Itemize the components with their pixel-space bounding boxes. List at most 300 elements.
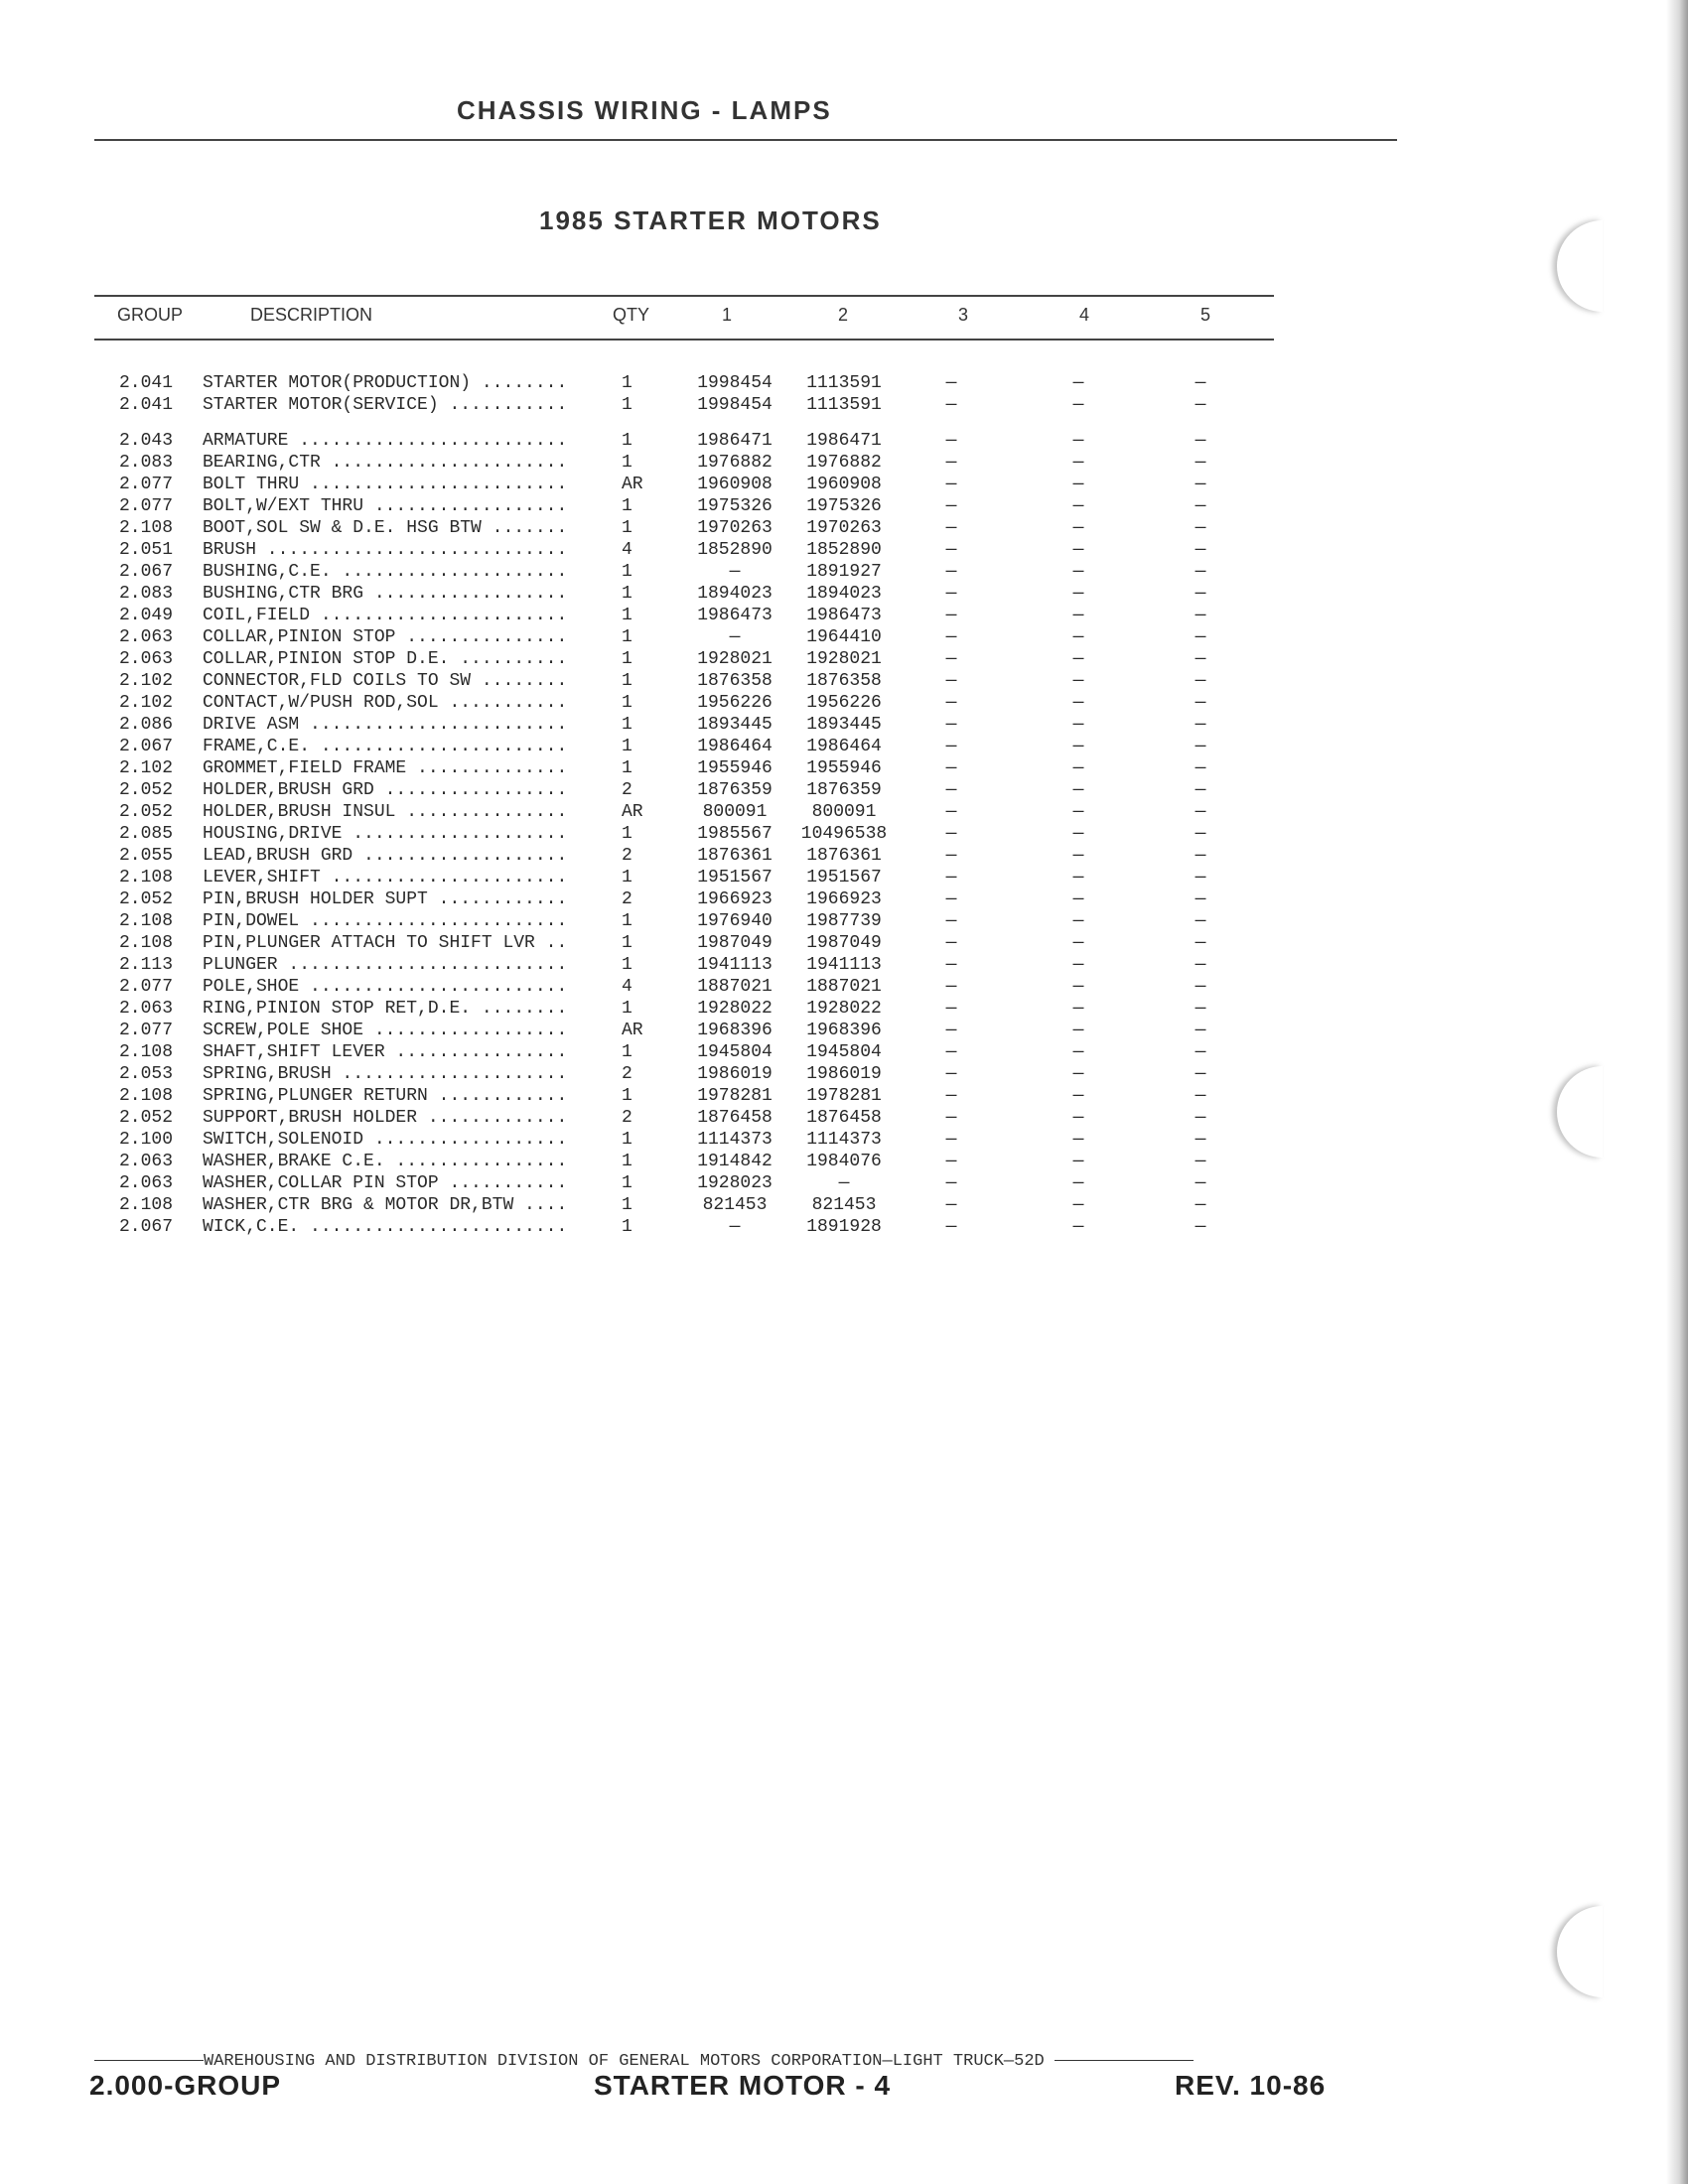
row-part-2: 1113591 <box>806 395 882 415</box>
footer-page: STARTER MOTOR - 4 <box>594 2070 892 2101</box>
row-part-1: 1975326 <box>697 496 773 516</box>
row-qty: 1 <box>622 824 633 844</box>
row-part-5: — <box>1195 373 1206 393</box>
binder-hole-middle <box>1557 1066 1603 1158</box>
table-header-rule <box>94 339 1274 341</box>
row-group: 2.083 <box>119 453 174 473</box>
row-description: PIN,PLUNGER ATTACH TO SHIFT LVR .. <box>203 933 568 953</box>
row-group: 2.086 <box>119 715 174 735</box>
row-part-4: — <box>1072 453 1084 473</box>
row-part-4: — <box>1072 715 1084 735</box>
binder-hole-top <box>1557 220 1603 312</box>
row-group: 2.108 <box>119 1195 174 1215</box>
table-row <box>0 1172 1291 1194</box>
row-part-3: — <box>945 671 957 691</box>
row-part-1: 1986019 <box>697 1064 773 1084</box>
row-description: LEAD,BRUSH GRD ................... <box>203 846 568 866</box>
table-row <box>0 714 1291 736</box>
row-group: 2.108 <box>119 1086 174 1106</box>
row-part-5: — <box>1195 911 1206 931</box>
row-description: POLE,SHOE ........................ <box>203 977 568 997</box>
table-row <box>0 757 1291 779</box>
row-part-5: — <box>1195 977 1206 997</box>
table-row <box>0 1216 1291 1238</box>
row-description: BUSHING,C.E. ..................... <box>203 562 568 582</box>
row-part-2: 1876358 <box>806 671 882 691</box>
footer-division: WAREHOUSING AND DISTRIBUTION DIVISION OF GENERAL MOTORS CORPORATION—LIGHT TRUCK—52D <box>204 2052 1045 2071</box>
row-qty: 1 <box>622 1086 633 1106</box>
row-group: 2.043 <box>119 431 174 451</box>
row-part-2: 1876458 <box>806 1108 882 1128</box>
table-row <box>0 670 1291 692</box>
row-group: 2.052 <box>119 1108 174 1128</box>
row-part-1: 1887021 <box>697 977 773 997</box>
table-row <box>0 1041 1291 1063</box>
row-part-2: 821453 <box>811 1195 877 1215</box>
row-part-4: — <box>1072 868 1084 887</box>
row-part-1: 1928022 <box>697 999 773 1019</box>
row-qty: 2 <box>622 889 633 909</box>
row-part-4: — <box>1072 999 1084 1019</box>
table-row <box>0 1194 1291 1216</box>
row-part-3: — <box>945 1130 957 1150</box>
row-group: 2.067 <box>119 1217 174 1237</box>
row-part-2: 1945804 <box>806 1042 882 1062</box>
row-part-3: — <box>945 562 957 582</box>
row-qty: 1 <box>622 1173 633 1193</box>
row-part-1: 1928021 <box>697 649 773 669</box>
footer-rev: REV. 10-86 <box>1175 2070 1327 2101</box>
row-part-1: 821453 <box>702 1195 768 1215</box>
row-part-5: — <box>1195 1042 1206 1062</box>
row-description: ARMATURE ......................... <box>203 431 568 451</box>
row-description: SCREW,POLE SHOE .................. <box>203 1021 568 1040</box>
row-group: 2.108 <box>119 1042 174 1062</box>
row-part-5: — <box>1195 693 1206 713</box>
table-row <box>0 430 1291 452</box>
row-part-5: — <box>1195 627 1206 647</box>
row-part-3: — <box>945 540 957 560</box>
row-part-3: — <box>945 584 957 604</box>
row-part-5: — <box>1195 496 1206 516</box>
row-part-2: 1894023 <box>806 584 882 604</box>
row-part-4: — <box>1072 431 1084 451</box>
row-part-1: — <box>729 562 741 582</box>
row-part-3: — <box>945 802 957 822</box>
row-part-3: — <box>945 824 957 844</box>
row-description: SPRING,PLUNGER RETURN ............ <box>203 1086 568 1106</box>
row-part-3: — <box>945 868 957 887</box>
table-row <box>0 372 1291 394</box>
row-part-4: — <box>1072 1064 1084 1084</box>
row-part-1: 800091 <box>702 802 768 822</box>
page-title: 1985 STARTER MOTORS <box>539 205 882 235</box>
row-part-3: — <box>945 1021 957 1040</box>
row-part-2: 1986471 <box>806 431 882 451</box>
row-part-1: 1941113 <box>697 955 773 975</box>
row-part-3: — <box>945 977 957 997</box>
row-part-4: — <box>1072 584 1084 604</box>
row-part-2: 1978281 <box>806 1086 882 1106</box>
row-part-5: — <box>1195 824 1206 844</box>
row-part-3: — <box>945 1042 957 1062</box>
row-qty: 1 <box>622 649 633 669</box>
row-qty: 1 <box>622 671 633 691</box>
row-part-4: — <box>1072 1217 1084 1237</box>
row-part-3: — <box>945 649 957 669</box>
row-part-5: — <box>1195 780 1206 800</box>
row-qty: 1 <box>622 758 633 778</box>
row-part-2: 1986464 <box>806 737 882 756</box>
row-group: 2.049 <box>119 606 174 625</box>
row-description: BOLT,W/EXT THRU .................. <box>203 496 568 516</box>
row-part-4: — <box>1072 518 1084 538</box>
row-part-3: — <box>945 431 957 451</box>
row-qty: 2 <box>622 1064 633 1084</box>
row-group: 2.063 <box>119 999 174 1019</box>
row-part-3: — <box>945 715 957 735</box>
row-part-4: — <box>1072 1108 1084 1128</box>
row-qty: AR <box>622 475 643 494</box>
row-description: GROMMET,FIELD FRAME .............. <box>203 758 568 778</box>
table-top-rule <box>94 295 1274 297</box>
row-group: 2.041 <box>119 395 174 415</box>
row-description: BEARING,CTR ...................... <box>203 453 568 473</box>
row-part-3: — <box>945 911 957 931</box>
row-part-1: 1987049 <box>697 933 773 953</box>
row-part-1: 1998454 <box>697 373 773 393</box>
row-group: 2.067 <box>119 737 174 756</box>
row-part-4: — <box>1072 737 1084 756</box>
row-part-3: — <box>945 518 957 538</box>
row-group: 2.077 <box>119 977 174 997</box>
row-part-1: — <box>729 627 741 647</box>
row-qty: 1 <box>622 373 633 393</box>
table-row <box>0 1085 1291 1107</box>
row-part-3: — <box>945 737 957 756</box>
row-part-4: — <box>1072 780 1084 800</box>
row-part-1: 1960908 <box>697 475 773 494</box>
row-part-2: 800091 <box>811 802 877 822</box>
row-part-4: — <box>1072 933 1084 953</box>
table-row <box>0 1107 1291 1129</box>
table-row <box>0 583 1291 605</box>
row-part-2: 1968396 <box>806 1021 882 1040</box>
row-group: 2.041 <box>119 373 174 393</box>
row-description: HOLDER,BRUSH INSUL ............... <box>203 802 568 822</box>
row-group: 2.077 <box>119 475 174 494</box>
row-part-3: — <box>945 846 957 866</box>
row-part-3: — <box>945 758 957 778</box>
row-qty: 1 <box>622 1152 633 1171</box>
row-description: SUPPORT,BRUSH HOLDER ............. <box>203 1108 568 1128</box>
row-group: 2.053 <box>119 1064 174 1084</box>
row-part-2: 1876361 <box>806 846 882 866</box>
row-qty: 2 <box>622 846 633 866</box>
row-part-5: — <box>1195 431 1206 451</box>
row-part-2: 1987739 <box>806 911 882 931</box>
row-part-1: — <box>729 1217 741 1237</box>
row-part-5: — <box>1195 606 1206 625</box>
row-part-3: — <box>945 1195 957 1215</box>
row-part-1: 1986473 <box>697 606 773 625</box>
row-description: LEVER,SHIFT ...................... <box>203 868 568 887</box>
row-qty: 1 <box>622 737 633 756</box>
row-group: 2.083 <box>119 584 174 604</box>
row-group: 2.077 <box>119 496 174 516</box>
row-description: WASHER,COLLAR PIN STOP ........... <box>203 1173 568 1193</box>
row-part-2: 1852890 <box>806 540 882 560</box>
footer-rule-right <box>1055 2060 1194 2061</box>
row-qty: 1 <box>622 693 633 713</box>
row-qty: 1 <box>622 395 633 415</box>
row-part-4: — <box>1072 911 1084 931</box>
table-row <box>0 452 1291 474</box>
row-description: CONTACT,W/PUSH ROD,SOL ........... <box>203 693 568 713</box>
row-qty: 4 <box>622 977 633 997</box>
row-description: WASHER,CTR BRG & MOTOR DR,BTW .... <box>203 1195 568 1215</box>
row-part-5: — <box>1195 1217 1206 1237</box>
row-group: 2.063 <box>119 1173 174 1193</box>
row-part-3: — <box>945 496 957 516</box>
row-part-2: 1951567 <box>806 868 882 887</box>
row-qty: 2 <box>622 780 633 800</box>
row-part-3: — <box>945 780 957 800</box>
row-part-5: — <box>1195 1130 1206 1150</box>
col-header-5: 5 <box>1200 305 1211 325</box>
row-group: 2.113 <box>119 955 174 975</box>
row-part-1: 1876458 <box>697 1108 773 1128</box>
row-group: 2.063 <box>119 627 174 647</box>
row-part-1: 1956226 <box>697 693 773 713</box>
table-row <box>0 910 1291 932</box>
row-part-5: — <box>1195 518 1206 538</box>
table-row <box>0 998 1291 1020</box>
row-part-5: — <box>1195 999 1206 1019</box>
row-part-4: — <box>1072 1086 1084 1106</box>
table-row <box>0 932 1291 954</box>
table-row <box>0 801 1291 823</box>
row-part-5: — <box>1195 933 1206 953</box>
row-part-5: — <box>1195 889 1206 909</box>
row-part-5: — <box>1195 1064 1206 1084</box>
row-part-5: — <box>1195 562 1206 582</box>
row-qty: 1 <box>622 453 633 473</box>
row-description: WICK,C.E. ........................ <box>203 1217 568 1237</box>
row-part-1: 1852890 <box>697 540 773 560</box>
row-description: SWITCH,SOLENOID .................. <box>203 1130 568 1150</box>
row-part-1: 1955946 <box>697 758 773 778</box>
row-part-4: — <box>1072 373 1084 393</box>
row-part-2: 1113591 <box>806 373 882 393</box>
row-qty: 1 <box>622 999 633 1019</box>
footer-division-line <box>94 2052 1395 2071</box>
row-part-2: 1987049 <box>806 933 882 953</box>
row-part-4: — <box>1072 977 1084 997</box>
row-part-1: 1978281 <box>697 1086 773 1106</box>
row-part-5: — <box>1195 715 1206 735</box>
row-part-2: 1887021 <box>806 977 882 997</box>
row-part-4: — <box>1072 562 1084 582</box>
row-part-5: — <box>1195 475 1206 494</box>
row-part-2: 1975326 <box>806 496 882 516</box>
row-part-3: — <box>945 1152 957 1171</box>
table-row <box>0 648 1291 670</box>
row-part-1: 1928023 <box>697 1173 773 1193</box>
row-part-2: 1893445 <box>806 715 882 735</box>
row-part-5: — <box>1195 671 1206 691</box>
col-header-3: 3 <box>958 305 969 325</box>
row-part-4: — <box>1072 1042 1084 1062</box>
row-qty: 1 <box>622 518 633 538</box>
row-group: 2.052 <box>119 889 174 909</box>
row-part-4: — <box>1072 758 1084 778</box>
row-part-2: 1928021 <box>806 649 882 669</box>
col-header-group: GROUP <box>117 305 184 325</box>
row-part-3: — <box>945 1108 957 1128</box>
row-description: BOOT,SOL SW & D.E. HSG BTW ....... <box>203 518 568 538</box>
row-part-4: — <box>1072 395 1084 415</box>
table-row <box>0 867 1291 888</box>
row-part-2: 1956226 <box>806 693 882 713</box>
row-part-3: — <box>945 1064 957 1084</box>
row-description: BUSHING,CTR BRG .................. <box>203 584 568 604</box>
row-qty: 1 <box>622 933 633 953</box>
row-part-2: 1891927 <box>806 562 882 582</box>
row-part-5: — <box>1195 955 1206 975</box>
row-part-1: 1914842 <box>697 1152 773 1171</box>
row-qty: 1 <box>622 715 633 735</box>
row-part-1: 1970263 <box>697 518 773 538</box>
row-description: DRIVE ASM ........................ <box>203 715 568 735</box>
row-description: COIL,FIELD ....................... <box>203 606 568 625</box>
section-title: CHASSIS WIRING - LAMPS <box>457 95 832 125</box>
row-group: 2.108 <box>119 518 174 538</box>
row-part-5: — <box>1195 1108 1206 1128</box>
row-part-2: 1976882 <box>806 453 882 473</box>
row-part-2: 1876359 <box>806 780 882 800</box>
row-part-1: 1876361 <box>697 846 773 866</box>
row-part-1: 1968396 <box>697 1021 773 1040</box>
row-part-5: — <box>1195 540 1206 560</box>
row-qty: 1 <box>622 1195 633 1215</box>
row-part-5: — <box>1195 584 1206 604</box>
row-part-5: — <box>1195 758 1206 778</box>
table-row <box>0 845 1291 867</box>
row-part-5: — <box>1195 649 1206 669</box>
row-qty: 1 <box>622 431 633 451</box>
table-row <box>0 823 1291 845</box>
row-qty: 4 <box>622 540 633 560</box>
row-description: CONNECTOR,FLD COILS TO SW ........ <box>203 671 568 691</box>
table-row <box>0 888 1291 910</box>
row-group: 2.063 <box>119 1152 174 1171</box>
row-part-1: 1893445 <box>697 715 773 735</box>
row-description: SHAFT,SHIFT LEVER ................ <box>203 1042 568 1062</box>
table-row <box>0 779 1291 801</box>
row-part-1: 1986464 <box>697 737 773 756</box>
row-part-2: 1955946 <box>806 758 882 778</box>
binder-hole-bottom <box>1557 1906 1603 1997</box>
row-qty: 1 <box>622 1130 633 1150</box>
row-description: PIN,DOWEL ........................ <box>203 911 568 931</box>
row-part-3: — <box>945 999 957 1019</box>
row-part-3: — <box>945 395 957 415</box>
row-part-4: — <box>1072 649 1084 669</box>
row-part-5: — <box>1195 1195 1206 1215</box>
row-part-5: — <box>1195 1173 1206 1193</box>
row-description: PIN,BRUSH HOLDER SUPT ............ <box>203 889 568 909</box>
table-row <box>0 954 1291 976</box>
row-description: BOLT THRU ........................ <box>203 475 568 494</box>
row-group: 2.052 <box>119 802 174 822</box>
table-row <box>0 474 1291 495</box>
row-qty: 1 <box>622 562 633 582</box>
table-row <box>0 976 1291 998</box>
row-qty: AR <box>622 802 643 822</box>
row-part-4: — <box>1072 496 1084 516</box>
row-part-2: 1891928 <box>806 1217 882 1237</box>
row-part-4: — <box>1072 955 1084 975</box>
row-part-2: 1960908 <box>806 475 882 494</box>
row-qty: 1 <box>622 868 633 887</box>
row-group: 2.052 <box>119 780 174 800</box>
row-description: COLLAR,PINION STOP ............... <box>203 627 568 647</box>
row-part-1: 1976940 <box>697 911 773 931</box>
table-row <box>0 605 1291 626</box>
row-part-1: 1876358 <box>697 671 773 691</box>
row-part-4: — <box>1072 824 1084 844</box>
row-qty: 1 <box>622 1217 633 1237</box>
row-part-1: 1876359 <box>697 780 773 800</box>
row-part-2: 1928022 <box>806 999 882 1019</box>
row-part-2: 10496538 <box>800 824 888 844</box>
row-part-4: — <box>1072 1152 1084 1171</box>
row-part-1: 1985567 <box>697 824 773 844</box>
col-header-qty: QTY <box>613 305 650 325</box>
row-group: 2.085 <box>119 824 174 844</box>
row-part-2: 1966923 <box>806 889 882 909</box>
row-part-3: — <box>945 955 957 975</box>
row-part-1: 1966923 <box>697 889 773 909</box>
row-part-5: — <box>1195 802 1206 822</box>
row-group: 2.108 <box>119 911 174 931</box>
table-row <box>0 1063 1291 1085</box>
row-group: 2.108 <box>119 933 174 953</box>
row-part-1: 1951567 <box>697 868 773 887</box>
row-part-3: — <box>945 1173 957 1193</box>
row-part-2: 1986473 <box>806 606 882 625</box>
table-row <box>0 539 1291 561</box>
row-part-1: 1114373 <box>697 1130 773 1150</box>
row-part-1: 1894023 <box>697 584 773 604</box>
row-description: SPRING,BRUSH ..................... <box>203 1064 568 1084</box>
row-part-3: — <box>945 1086 957 1106</box>
row-part-4: — <box>1072 627 1084 647</box>
row-description: HOLDER,BRUSH GRD ................. <box>203 780 568 800</box>
col-header-2: 2 <box>838 305 849 325</box>
row-group: 2.067 <box>119 562 174 582</box>
row-part-1: 1945804 <box>697 1042 773 1062</box>
row-part-2: 1984076 <box>806 1152 882 1171</box>
row-qty: AR <box>622 1021 643 1040</box>
row-part-3: — <box>945 475 957 494</box>
row-part-3: — <box>945 453 957 473</box>
row-part-2: 1986019 <box>806 1064 882 1084</box>
row-description: STARTER MOTOR(PRODUCTION) ........ <box>203 373 568 393</box>
row-group: 2.055 <box>119 846 174 866</box>
table-row <box>0 692 1291 714</box>
